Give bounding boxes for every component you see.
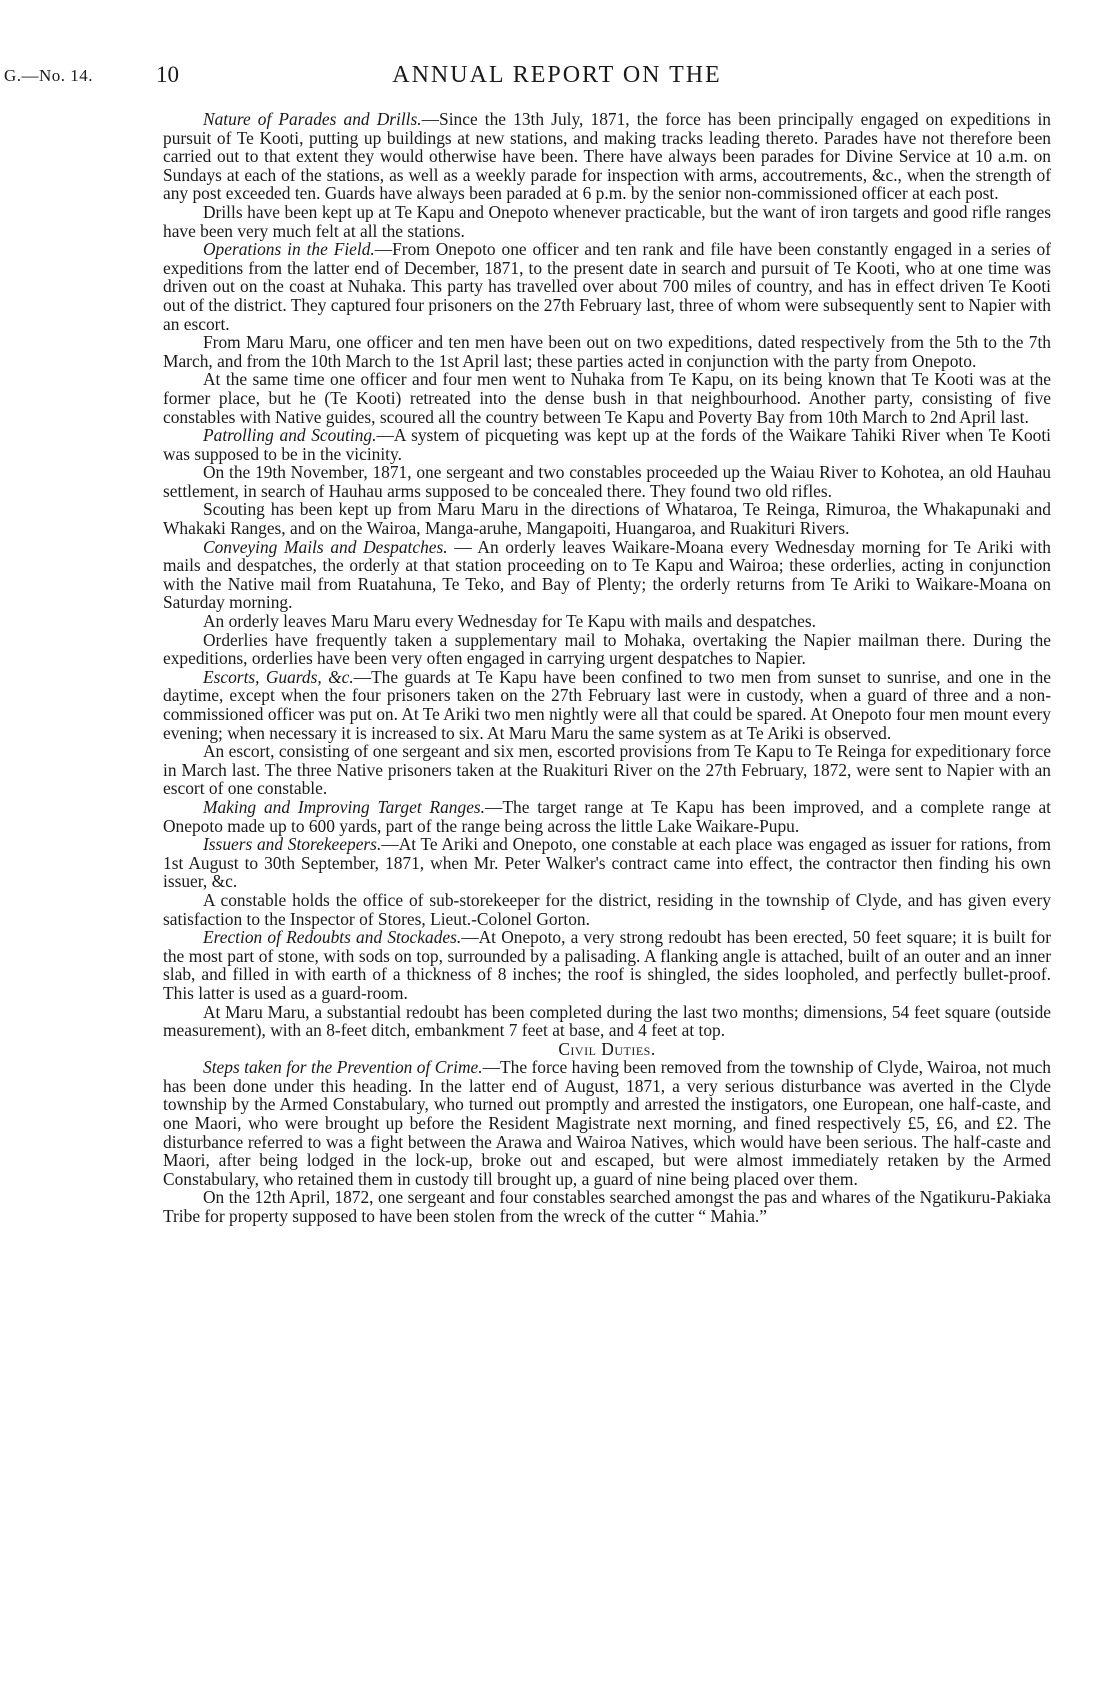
paragraph — [163, 742, 1051, 798]
paragraph — [163, 928, 1051, 1002]
paragraph — [163, 835, 1051, 891]
paragraph-text: — An orderly leaves Waikare-Moana every Wednesday morning for Te Ariki with mails and despatches, the orderly at that station proceeding on to Te Kapu and Wairoa; these orderlies, acting in conjunction with the Native mail from Ruatahuna, Te Teko, and Bay of Plenty; the orderly returns from Te Ariki to Waikare-Moana on Saturday morning. — [163, 536, 1051, 613]
running-title: ANNUAL REPORT ON THE — [392, 62, 722, 88]
paragraph-text: A constable holds the office of sub-storekeeper for the district, residing in the township of Clyde, and has given every satisfaction to the Inspector of Stores, Lieut.-Colonel Gorton. — [163, 889, 1051, 929]
paragraph-text: At the same time one officer and four men went to Nuhaka from Te Kapu, on its being known that Te Kooti was at the former place, but he (Te Kooti) retreated into the dense bush in that neighbourhood. Another party, consisting of five constables with Native guides, scoured all the country between Te Kapu and Poverty Bay from 10th March to 2nd April last. — [163, 369, 1051, 427]
paragraph-heading: Issuers and Storekeepers. — [203, 834, 382, 855]
paragraph — [163, 538, 1051, 612]
paragraph-text: —The force having been removed from the township of Clyde, Wairoa, not much has been done under this heading. In the latter end of August, 1871, a very serious disturbance was averted in the Clyde township by the Armed Constabulary, who turned out promptly and arrested the instigators, one European, one half-caste, and one Maori, who were brought up before the Resident Magistrate next morning, and fined respectively £5, £6, and £2. The disturbance referred to was a fight between the Arawa and Wairoa Natives, which would have been serious. The half-caste and Maori, after being lodged in the lock-up, broke out and escaped, but were almost immediately retaken by the Armed Constabulary, who retained them in custody till brought up, a guard of nine being placed over them. — [163, 1057, 1051, 1189]
paragraph-text: —A system of picqueting was kept up at the fords of the Waikare Tahiki River when Te Kooti was supposed to be in the vicinity. — [163, 425, 1051, 464]
paragraph-text: Civil Duties. — [558, 1038, 656, 1059]
paragraph-heading: Escorts, Guards, &c. — [203, 666, 354, 687]
paragraph — [163, 612, 1051, 631]
paragraph-text: —Since the 13th July, 1871, the force has been principally engaged on expeditions in pursuit of Te Kooti, putting up buildings at new stations, and making tracks leading thereto. Parades have not therefore been carried out to that extent they would otherwise have been. There have always been parades for Divine Service at 10 a.m. on Sundays at each of the stations, as well as a weekly parade for inspection with arms, accoutrements, &c., when the strength of any post exceeded ten. Guards have always been paraded at 6 p.m. by the senior non-commissioned officer at each post. — [163, 109, 1051, 204]
paragraph-heading: Making and Improving Target Ranges. — [203, 796, 486, 817]
paragraph-text: At Maru Maru, a substantial redoubt has been completed during the last two months; dimensions, 54 feet square (outside measurement), with an 8-feet ditch, embankment 7 feet at base, and 4 feet at top. — [163, 1001, 1051, 1041]
paragraph — [163, 333, 1051, 370]
page-number: 10 — [156, 62, 179, 87]
paragraph — [163, 203, 1051, 240]
paragraph — [163, 1058, 1051, 1188]
paragraph — [163, 463, 1051, 500]
paragraph — [163, 426, 1051, 463]
page-header — [0, 62, 1114, 92]
paragraph-heading: Erection of Redoubts and Stockades. — [203, 927, 462, 948]
paragraph-text: An orderly leaves Maru Maru every Wednesday for Te Kapu with mails and despatches. — [203, 611, 816, 632]
paragraph — [163, 891, 1051, 928]
paragraph — [163, 240, 1051, 333]
section-heading — [163, 1040, 1051, 1059]
paragraph — [163, 668, 1051, 742]
paragraph — [163, 1188, 1051, 1225]
paragraph-heading: Operations in the Field. — [203, 239, 375, 260]
paragraph-heading: Steps taken for the Prevention of Crime. — [203, 1057, 483, 1078]
paragraph — [163, 631, 1051, 668]
paragraph — [163, 500, 1051, 537]
paragraph — [163, 1003, 1051, 1040]
paragraph-text: An escort, consisting of one sergeant and six men, escorted provisions from Te Kapu to Te Reinga for expeditionary force in March last. The three Native prisoners taken at the Ruakituri River on the 27th February, 1872, were sent to Napier with an escort of one constable. — [163, 741, 1051, 799]
paragraph — [163, 798, 1051, 835]
paragraph-text: On the 19th November, 1871, one sergeant and two constables proceeded up the Waiau River to Kohotea, an old Hauhau settlement, in search of Hauhau arms supposed to be concealed there. They found two old rifles. — [163, 462, 1051, 501]
paragraph-text: Orderlies have frequently taken a supplementary mail to Mohaka, overtaking the Napier mailman there. During the expeditions, orderlies have been very often engaged in carrying urgent despatches to Napier. — [163, 629, 1051, 669]
paragraph-heading: Patrolling and Scouting. — [203, 425, 377, 446]
paragraph-text: —The target range at Te Kapu has been improved, and a complete range at Onepoto made up to 600 yards, part of the range being across the little Lake Waikare-Pupu. — [163, 796, 1051, 836]
paragraph-heading: Nature of Parades and Drills. — [203, 109, 422, 129]
paragraph-text: —At Te Ariki and Onepoto, one constable at each place was engaged as issuer for rations, from 1st August to 30th September, 1871, when Mr. Peter Walker's contract came into effect, the contractor then finding his own issuer, &c. — [163, 834, 1051, 892]
paragraph-text: —From Onepoto one officer and ten rank and file have been constantly engaged in a series of expeditions from the latter end of December, 1871, to the present date in search and pursuit of Te Kooti, who at one time was driven out on the coast at Nuhaka. This party has travelled over about 700 miles of country, and has in effect driven Te Kooti out of the district. They captured four prisoners on the 27th February last, three of whom were subsequently sent to Napier with an escort. — [163, 239, 1051, 334]
paragraph-text: —The guards at Te Kapu have been confined to two men from sunset to sunrise, and one in the daytime, except when the four prisoners taken on the 27th February last were in custody, when a guard of three and a non-commissioned officer was put on. At Te Ariki two men nightly were all that could be spared. At Onepoto four men mount every evening; when necessary it is increased to six. At Maru Maru the same system as at Te Ariki is observed. — [163, 666, 1051, 743]
paragraph — [163, 370, 1051, 426]
paragraph-heading: Conveying Mails and Despatches. — [203, 536, 448, 557]
paragraph-text: Scouting has been kept up from Maru Maru in the directions of Whataroa, Te Reinga, Rimuroa, the Whakapunaki and Whakaki Ranges, and on the Wairoa, Manga-aruhe, Mangapoiti, Huangaroa, and Ruakituri Rivers. — [163, 499, 1051, 539]
report-body — [163, 110, 1051, 1226]
paragraph-text: —At Onepoto, a very strong redoubt has been erected, 50 feet square; it is built for the most part of stone, with sods on top, surrounded by a palisading. A flanking angle is attached, built of an outer and an inner slab, and filled in with earth of a thickness of 8 inches; the roof is shingled, the sides loopholed, and perfectly bullet-proof. This latter is used as a guard-room. — [163, 927, 1051, 1003]
paragraph-text: From Maru Maru, one officer and ten men have been out on two expeditions, dated respectively from the 5th to the 7th March, and from the 10th March to the 1st April last; these parties acted in conjunction with the party from Onepoto. — [163, 332, 1051, 371]
paragraph-text: Drills have been kept up at Te Kapu and Onepoto whenever practicable, but the want of iron targets and good rifle ranges have been very much felt at all the stations. — [163, 201, 1051, 241]
paragraph-text: On the 12th April, 1872, one sergeant and four constables searched amongst the pas and whares of the Ngatikuru-Pakiaka Tribe for property supposed to have been stolen from the wreck of the cutter “ Mahia.” — [163, 1187, 1051, 1227]
document-reference: G.—No. 14. — [4, 66, 94, 85]
paragraph — [163, 110, 1051, 203]
